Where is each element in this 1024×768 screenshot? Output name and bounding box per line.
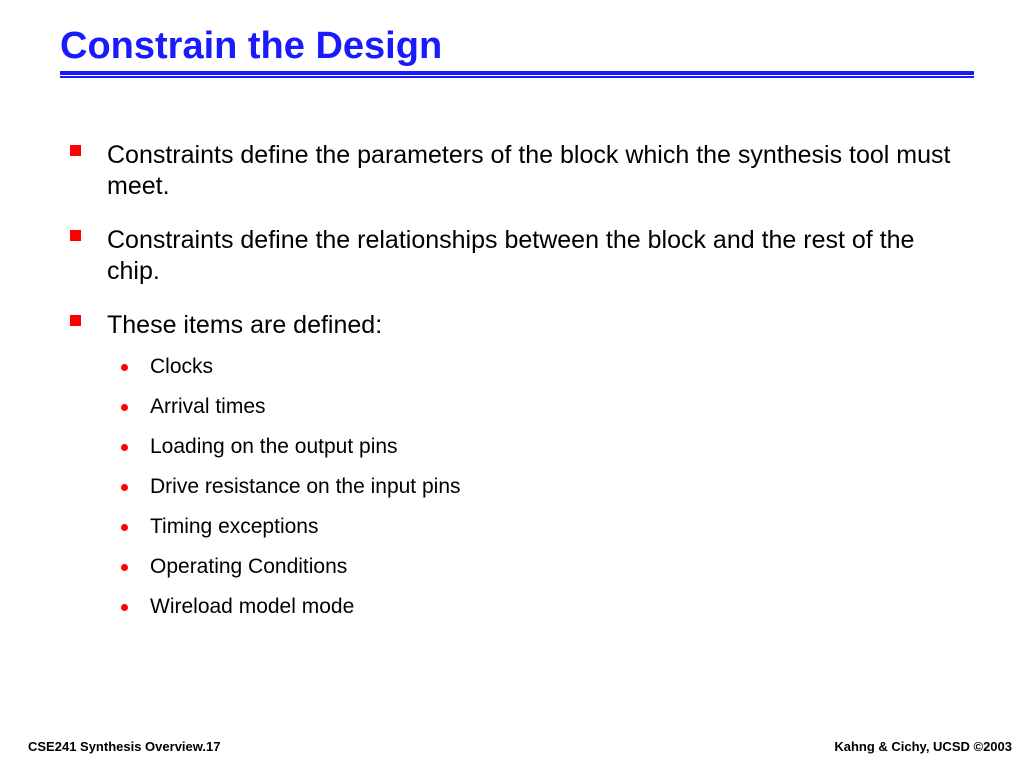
dot-bullet-icon [121,524,128,531]
title-underline [60,71,974,78]
square-bullet-icon [70,315,81,326]
dot-bullet-icon [121,404,128,411]
square-bullet-icon [70,145,81,156]
square-bullet-icon [70,230,81,241]
sub-bullet-item [107,555,960,579]
sub-bullet-item [107,595,960,619]
footer-credit: Kahng & Cichy, UCSD ©2003 [834,739,1012,754]
bullet-text: Constraints define the parameters of the block which the synthesis tool must meet. [107,141,951,200]
dot-bullet-icon [121,364,128,371]
sub-bullet-text: Operating Conditions [150,555,348,578]
sub-bullet-item [107,355,960,379]
sub-bullet-text: Drive resistance on the input pins [150,475,461,498]
slide-content [70,140,960,635]
dot-bullet-icon [121,564,128,571]
dot-bullet-icon [121,444,128,451]
bullet-text: Constraints define the relationships between the block and the rest of the chip. [107,226,915,285]
dot-bullet-icon [121,484,128,491]
bullet-item [70,225,960,287]
sub-bullet-text: Timing exceptions [150,515,319,538]
bullet-item [70,310,960,341]
sub-bullet-item [107,475,960,499]
footer-course-label: CSE241 Synthesis Overview.17 [28,739,221,754]
bullet-text: These items are defined: [107,311,383,339]
sub-bullet-item [107,515,960,539]
sub-bullet-text: Loading on the output pins [150,435,398,458]
sub-bullet-list [107,355,960,619]
dot-bullet-icon [121,604,128,611]
sub-bullet-text: Clocks [150,355,214,378]
bullet-item [70,140,960,202]
slide-title: Constrain the Design [60,25,443,67]
sub-bullet-item [107,395,960,419]
sub-bullet-item [107,435,960,459]
sub-bullet-text: Arrival times [150,395,266,418]
sub-bullet-text: Wireload model mode [150,595,355,618]
